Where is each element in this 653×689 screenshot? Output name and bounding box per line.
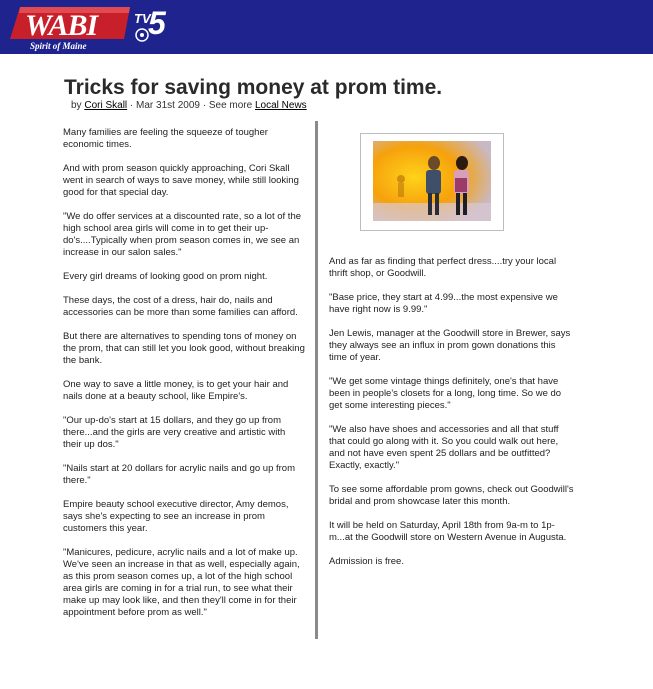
article-paragraph: Many families are feeling the squeeze of tougher economic times. xyxy=(63,127,268,150)
article-photo-frame[interactable] xyxy=(360,133,504,231)
article-right-column xyxy=(329,256,574,580)
article-paragraph: "Manicures, pedicure, acrylic nails and a lot of make up. We've seen an increase in that as well, especially again, as this prom season comes up, a lot of the high school area girls are coming in for a trial run, to see what their make up may look like, and then they'll come in for their appointment before prom as well." xyxy=(63,547,300,618)
site-header xyxy=(0,0,653,54)
article-paragraph: "We do offer services at a discounted rate, so a lot of the high school area girls will come in to get their up-do's....Typically when prom season comes in, we see an increase in our salon sales." xyxy=(63,211,302,258)
byline-prefix: by xyxy=(71,100,85,111)
article-paragraph: "Base price, they start at 4.99...the most expensive we have right now is 9.99." xyxy=(329,292,558,315)
article-paragraph: These days, the cost of a dress, hair do, nails and accessories can be more than some families can afford. xyxy=(63,295,298,318)
article-paragraph: It will be held on Saturday, April 18th from 9a-m to 1p-m...at the Goodwill store on Western Avenue in Augusta. xyxy=(329,520,567,543)
logo-tv-label: TV xyxy=(134,11,151,26)
logo-channel-number: 5 xyxy=(148,5,166,41)
article-paragraph: Jen Lewis, manager at the Goodwill store in Brewer, says they always see an influx in prom gown donations this time of year. xyxy=(329,328,571,363)
article-paragraph: "Nails start at 20 dollars for acrylic nails and go up from there." xyxy=(63,463,295,486)
article-paragraph: Admission is free. xyxy=(329,556,404,567)
wabi-logo[interactable] xyxy=(8,5,166,51)
article-paragraph: To see some affordable prom gowns, check out Goodwill's bridal and prom showcase later this month. xyxy=(329,484,574,507)
section-link-local-news[interactable]: Local News xyxy=(254,100,307,111)
article-paragraph: Every girl dreams of looking good on prom night. xyxy=(63,271,268,282)
article-byline xyxy=(71,100,307,111)
author-link[interactable]: Cori Skall xyxy=(84,100,128,111)
article-paragraph: But there are alternatives to spending tons of money on the prom, that can still let you look good, without breaking the bank. xyxy=(63,331,305,366)
article-paragraph: "We also have shoes and accessories and all that stuff that could go along with it. So you could walk out here, and not have even spent 25 dollars and be outfitted? Exactly, exactly." xyxy=(329,424,559,471)
byline-date: · Mar 31st 2009 · See more xyxy=(127,100,255,111)
article-paragraph: "Our up-do's start at 15 dollars, and they go up from there...and the girls are very creative and artistic with their up dos." xyxy=(63,415,286,450)
logo-tagline: Spirit of Maine xyxy=(30,41,87,51)
article-paragraph: And with prom season quickly approaching, Cori Skall went in search of ways to save money, while still looking good for that special day. xyxy=(63,163,299,198)
article-paragraph: One way to save a little money, is to get your hair and nails done at a beauty school, like Empire's. xyxy=(63,379,289,402)
article-title: Tricks for saving money at prom time. xyxy=(64,76,443,99)
article-paragraph: Empire beauty school executive director, Amy demos, says she's expecting to see an increase in prom customers this year. xyxy=(63,499,289,534)
article-paragraph: And as far as finding that perfect dress....try your local thrift shop, or Goodwill. xyxy=(329,256,557,279)
article-photo xyxy=(373,141,491,221)
article-paragraph: "We get some vintage things definitely, one's that have been in people's closets for a long, long time. So we do get some interesting pieces." xyxy=(329,376,562,411)
column-divider xyxy=(315,121,318,639)
article-left-column xyxy=(63,127,305,631)
logo-wordmark: WABI xyxy=(25,9,98,42)
